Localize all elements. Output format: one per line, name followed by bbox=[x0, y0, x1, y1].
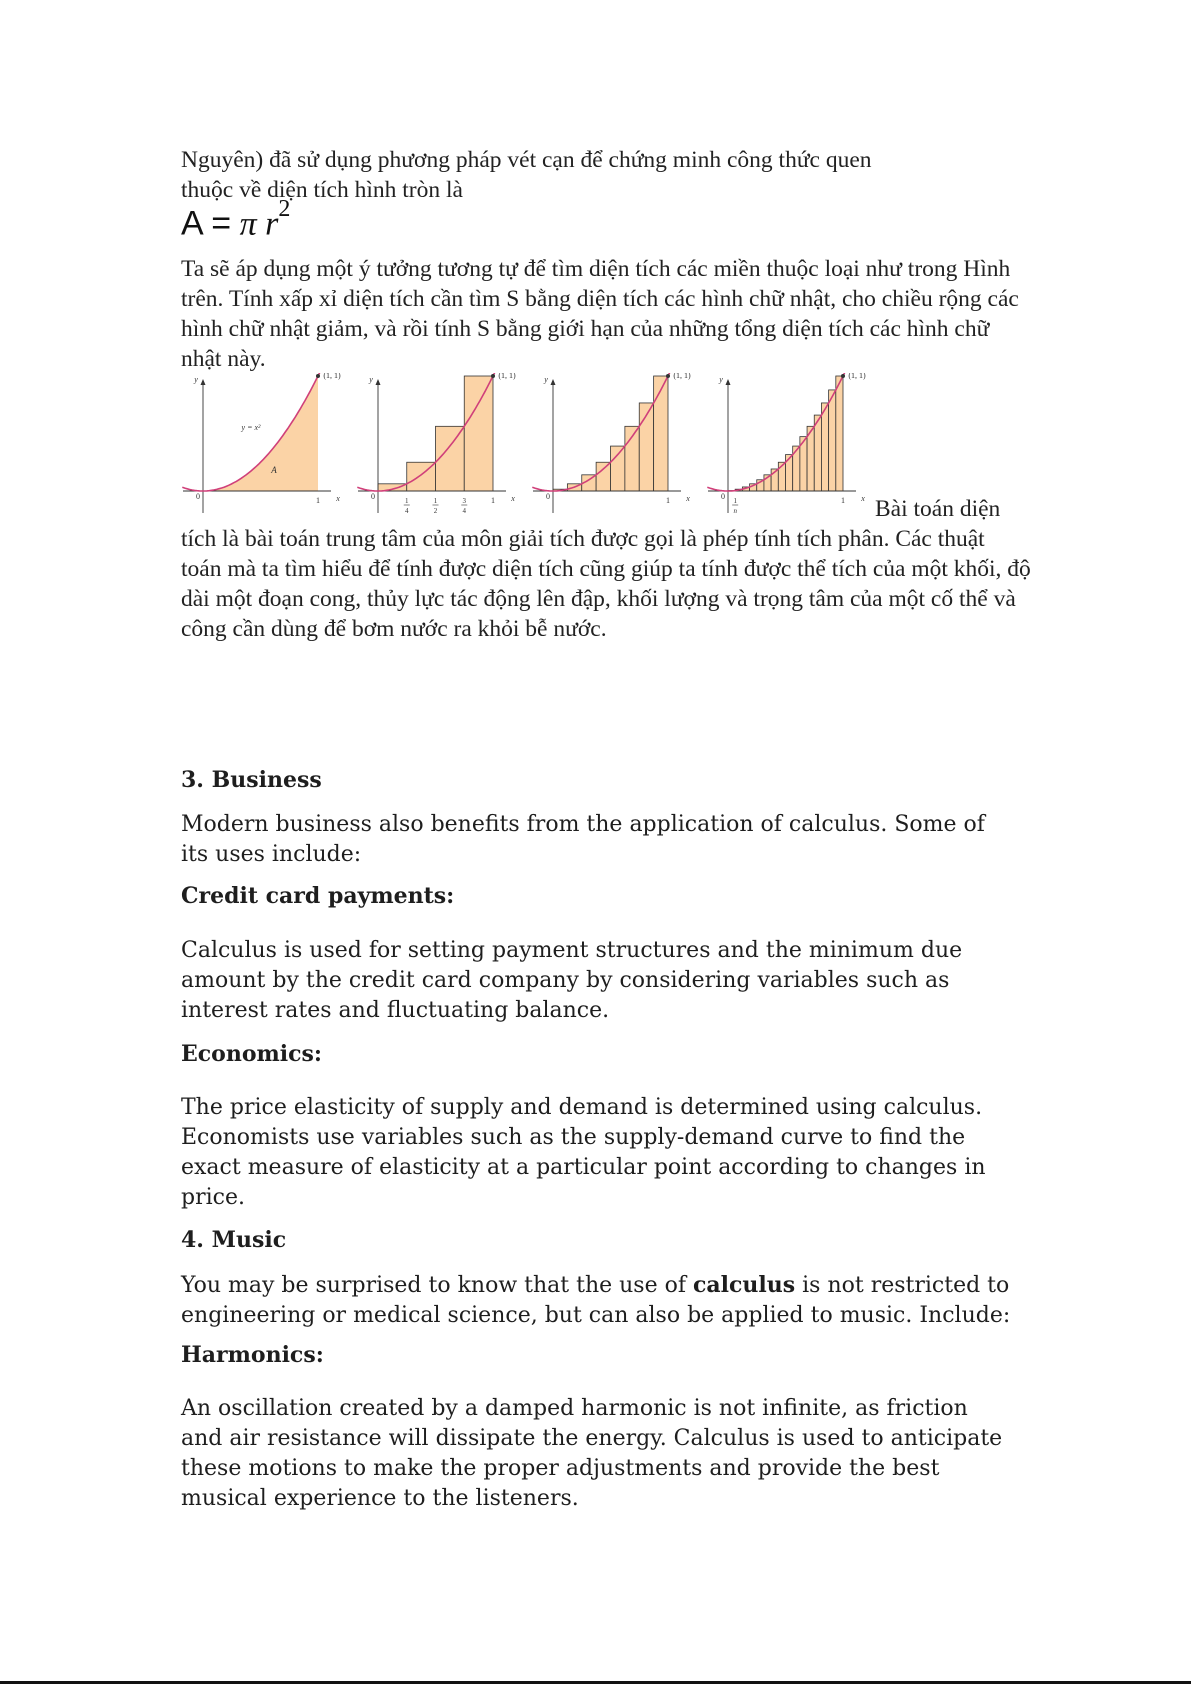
x-tick-1: 1 bbox=[841, 496, 845, 505]
x-tick-quarter bbox=[404, 497, 410, 515]
approx-rectangle bbox=[596, 462, 610, 491]
area-approximation-figures bbox=[181, 373, 866, 525]
point-1-1-label: (1, 1) bbox=[848, 373, 866, 380]
x-tick-three-quarter-num: 3 bbox=[462, 497, 466, 505]
y-axis-label: y bbox=[544, 375, 548, 384]
x-axis-label: x bbox=[511, 494, 515, 503]
area-under-curve bbox=[203, 376, 318, 491]
economics-heading: Economics: bbox=[181, 1041, 323, 1067]
x-tick-quarter-den: 4 bbox=[405, 507, 409, 515]
y-axis-arrow bbox=[376, 379, 381, 385]
formula-exponent: 2 bbox=[278, 196, 291, 222]
approx-rectangle bbox=[654, 376, 668, 491]
x-tick-1-over-n bbox=[732, 497, 738, 515]
figure-4-rectangles bbox=[356, 373, 516, 525]
approx-rectangle bbox=[836, 376, 843, 491]
music-heading: 4. Music bbox=[181, 1227, 287, 1253]
harmonics-text: An oscillation created by a damped harmonic is not infinite, as friction and air resistance will dissipate the energy. Calculus is used to anticipate these motions to make the proper adjustments and provide the best musical experience to the listeners. bbox=[181, 1396, 1003, 1511]
x-axis-label: x bbox=[861, 494, 865, 503]
x-tick-1: 1 bbox=[491, 496, 495, 505]
approx-rectangle bbox=[821, 403, 828, 491]
business-heading: 3. Business bbox=[181, 767, 322, 793]
point-1-1 bbox=[316, 374, 320, 378]
point-1-1 bbox=[491, 374, 495, 378]
point-1-1-label: (1, 1) bbox=[673, 373, 691, 380]
calculus-term: calculus bbox=[693, 1272, 796, 1298]
point-1-1 bbox=[841, 374, 845, 378]
point-1-1 bbox=[666, 374, 670, 378]
origin-label: 0 bbox=[721, 492, 725, 501]
curve-label: y = x² bbox=[241, 423, 261, 432]
approx-rectangle bbox=[814, 415, 821, 491]
x-tick-1-over-n-num: 1 bbox=[733, 497, 737, 505]
x-tick-half-num: 1 bbox=[433, 497, 438, 505]
x-tick-1: 1 bbox=[316, 496, 320, 505]
x-axis-label: x bbox=[686, 494, 690, 503]
page-bottom-rule bbox=[0, 1681, 1191, 1684]
origin-label: 0 bbox=[371, 492, 375, 501]
harmonics-heading: Harmonics: bbox=[181, 1342, 324, 1368]
music-intro bbox=[181, 1270, 1011, 1331]
method-paragraph: Ta sẽ áp dụng một ý tưởng tương tự để tìm diện tích các miền thuộc loại như trong Hình trên. Tính xấp xỉ diện tích cần tìm S bằng diện tích các hình chữ nhật, cho chiều rộng các hình chữ nhật giảm, và rồi tính S bằng giới hạn của những tổng diện tích các hình chữ nhật này. bbox=[181, 256, 1019, 372]
music-intro-post: is not restricted to engineering or medical science, but can also be applied to music. Include: bbox=[181, 1273, 1011, 1328]
area-problem-lead: Bài toán diện bbox=[875, 496, 1001, 522]
figure-8-rectangles bbox=[531, 373, 691, 525]
origin-label: 0 bbox=[196, 492, 200, 501]
figure-exact-area bbox=[181, 373, 341, 525]
y-axis-label: y bbox=[719, 375, 723, 384]
point-1-1-label: (1, 1) bbox=[498, 373, 516, 380]
x-tick-1-over-n-den: n bbox=[733, 507, 737, 515]
approx-rectangle bbox=[464, 376, 493, 491]
credit-card-text: Calculus is used for setting payment structures and the minimum due amount by the credit card company by considering variables such as interest rates and fluctuating balance. bbox=[181, 938, 963, 1023]
intro-paragraph: Nguyên) đã sử dụng phương pháp vét cạn để chứng minh công thức quen thuộc về diện tích hình tròn là bbox=[181, 147, 872, 203]
x-tick-quarter-num: 1 bbox=[405, 497, 409, 505]
y-axis-arrow bbox=[551, 379, 556, 385]
economics-text: The price elasticity of supply and demand is determined using calculus. Economists use variables such as the supply-demand curve to find the exact measure of elasticity at a particular point according to changes in price. bbox=[181, 1095, 986, 1210]
formula-pi: π bbox=[239, 205, 257, 243]
business-intro: Modern business also benefits from the application of calculus. Some of its uses include: bbox=[181, 812, 985, 867]
formula-r: r bbox=[265, 205, 279, 243]
x-tick-three-quarter-den: 4 bbox=[462, 507, 466, 515]
x-tick-half bbox=[433, 497, 439, 515]
x-tick-1: 1 bbox=[666, 496, 670, 505]
x-axis-label: x bbox=[336, 494, 340, 503]
area-label: A bbox=[271, 465, 277, 475]
origin-label: 0 bbox=[546, 492, 550, 501]
x-tick-three-quarter bbox=[461, 497, 467, 515]
approx-rectangle bbox=[611, 446, 625, 491]
formula-lhs: A = bbox=[181, 204, 232, 243]
y-axis-arrow bbox=[201, 379, 206, 385]
figure-n-rectangles bbox=[706, 373, 866, 525]
point-1-1-label: (1, 1) bbox=[323, 373, 341, 380]
y-axis-label: y bbox=[369, 375, 373, 384]
y-axis-label: y bbox=[194, 375, 198, 384]
approx-rectangle bbox=[829, 390, 836, 491]
music-intro-pre: You may be surprised to know that the use of bbox=[181, 1273, 693, 1298]
integral-paragraph: tích là bài toán trung tâm của môn giải tích được gọi là phép tính tích phân. Các thuật toán mà ta tìm hiểu để tính được diện tích cũng giúp ta tính được thể tích của một khối, độ dài một đoạn cong, thủy lực tác động lên đập, khối lượng và trọng tâm của một cố thể và công cần dùng để bơm nước ra khỏi bễ nước. bbox=[181, 526, 1031, 642]
credit-card-heading: Credit card payments: bbox=[181, 883, 455, 909]
x-tick-half-den: 2 bbox=[433, 507, 438, 515]
y-axis-arrow bbox=[726, 379, 731, 385]
circle-area-formula bbox=[181, 196, 291, 248]
